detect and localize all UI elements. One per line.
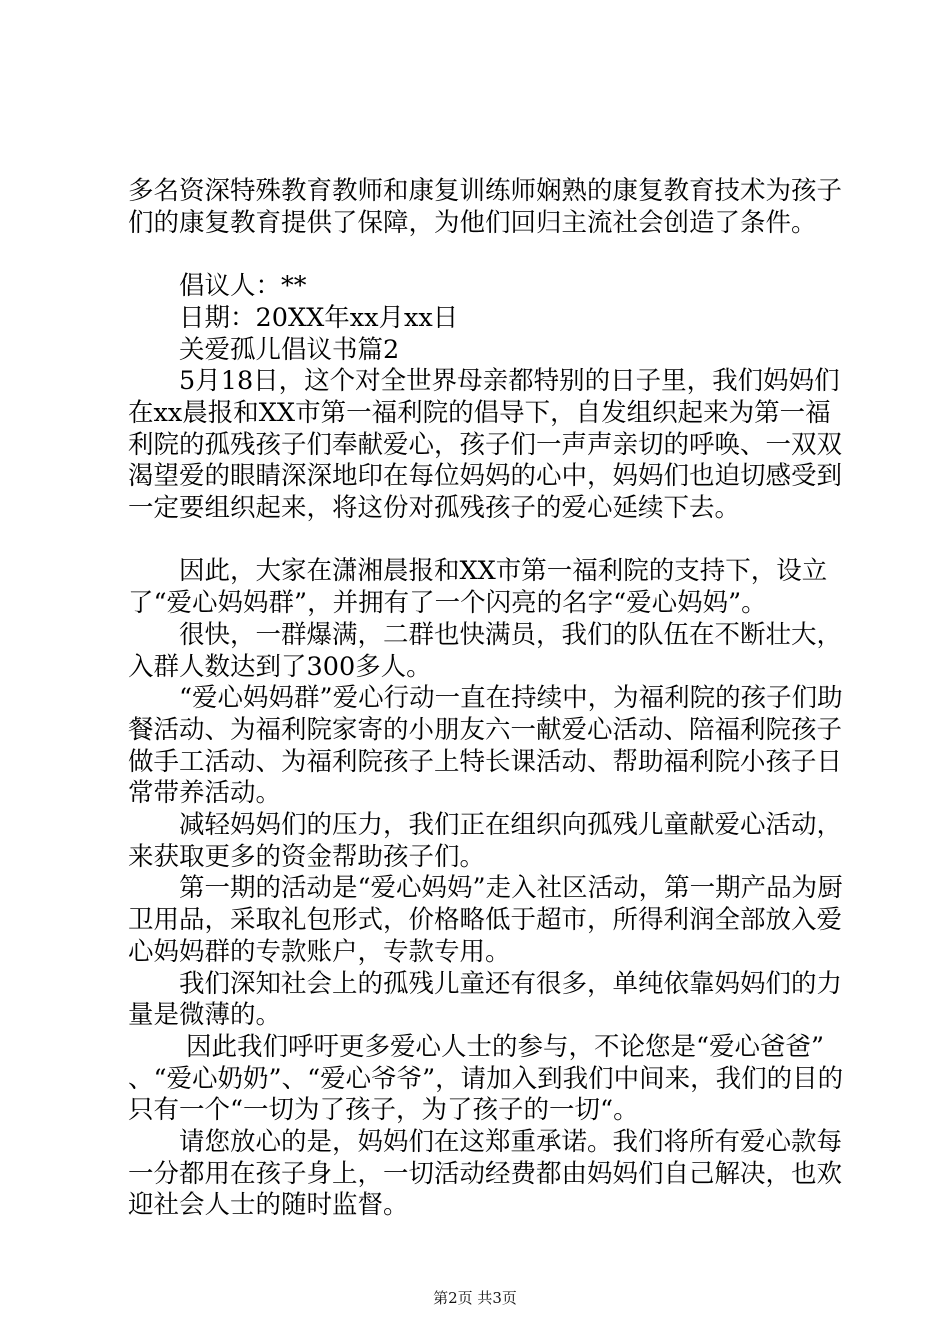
paragraph-promise: 请您放心的是，妈妈们在这郑重承诺。我们将所有爱心款每一分都用在孩子身上，一切活动经费都由妈妈们自己解决，也欢迎社会人士的随时监督。 [128,1127,843,1221]
initiator-line: 倡议人：** [179,271,307,302]
document-body [128,176,848,1222]
section-heading: 关爱孤儿倡议书篇2 [179,334,400,365]
date-line: 日期：20XX年xx月xx日 [179,302,459,333]
paragraph-may-18: 5月18日，这个对全世界母亲都特别的日子里，我们妈妈们在xx晨报和XX市第一福利院的倡导下，自发组织起来为第一福利院的孤残孩子们奉献爱心，孩子们一声声亲切的呼唤、一双双渴望爱的眼睛深深地印在每位妈妈的心中，妈妈们也迫切感受到一定要组织起来，将这份对孤残孩子的爱心延续下去。 [128,366,843,524]
paragraph-appeal: 因此我们呼吁更多爱心人士的参与，不论您是“爱心爸爸”、“爱心奶奶”、“爱心爷爷”，请加入到我们中间来，我们的目的只有一个“一切为了孩子，为了孩子的一切“。 [128,1031,844,1126]
paragraph-gap [128,239,848,271]
paragraph-gap [128,525,848,557]
paragraph-continuation: 多名资深特殊教育教师和康复训练师娴熟的康复教育技术为孩子们的康复教育提供了保障，为他们回归主流社会创造了条件。 [128,176,843,238]
paragraph-establishment: 因此，大家在潇湘晨报和XX市第一福利院的支持下，设立了“爱心妈妈群”，并拥有了一个闪亮的名字“爱心妈妈”。 [128,556,828,619]
paragraph-first-event: 第一期的活动是“爱心妈妈”走入社区活动，第一期产品为厨卫用品，采取礼包形式，价格略低于超市，所得利润全部放入爱心妈妈群的专款账户，专款专用。 [128,873,843,967]
paragraph-limited-strength: 我们深知社会上的孤残儿童还有很多，单纯依靠妈妈们的力量是微薄的。 [128,968,843,1031]
paragraph-activities: “爱心妈妈群”爱心行动一直在持续中，为福利院的孩子们助餐活动、为福利院家寄的小朋友六一献爱心活动、陪福利院孩子做手工活动、为福利院孩子上特长课活动、帮助福利院小孩子日常带养活动。 [128,683,843,809]
paragraph-fundraising: 减轻妈妈们的压力，我们正在组织向孤残儿童献爱心活动，来获取更多的资金帮助孩子们。 [128,810,843,872]
paragraph-growth: 很快，一群爆满，二群也快满员，我们的队伍在不断壮大，入群人数达到了300多人。 [128,619,843,682]
page-footer: 第2页 共3页 [433,1289,517,1307]
